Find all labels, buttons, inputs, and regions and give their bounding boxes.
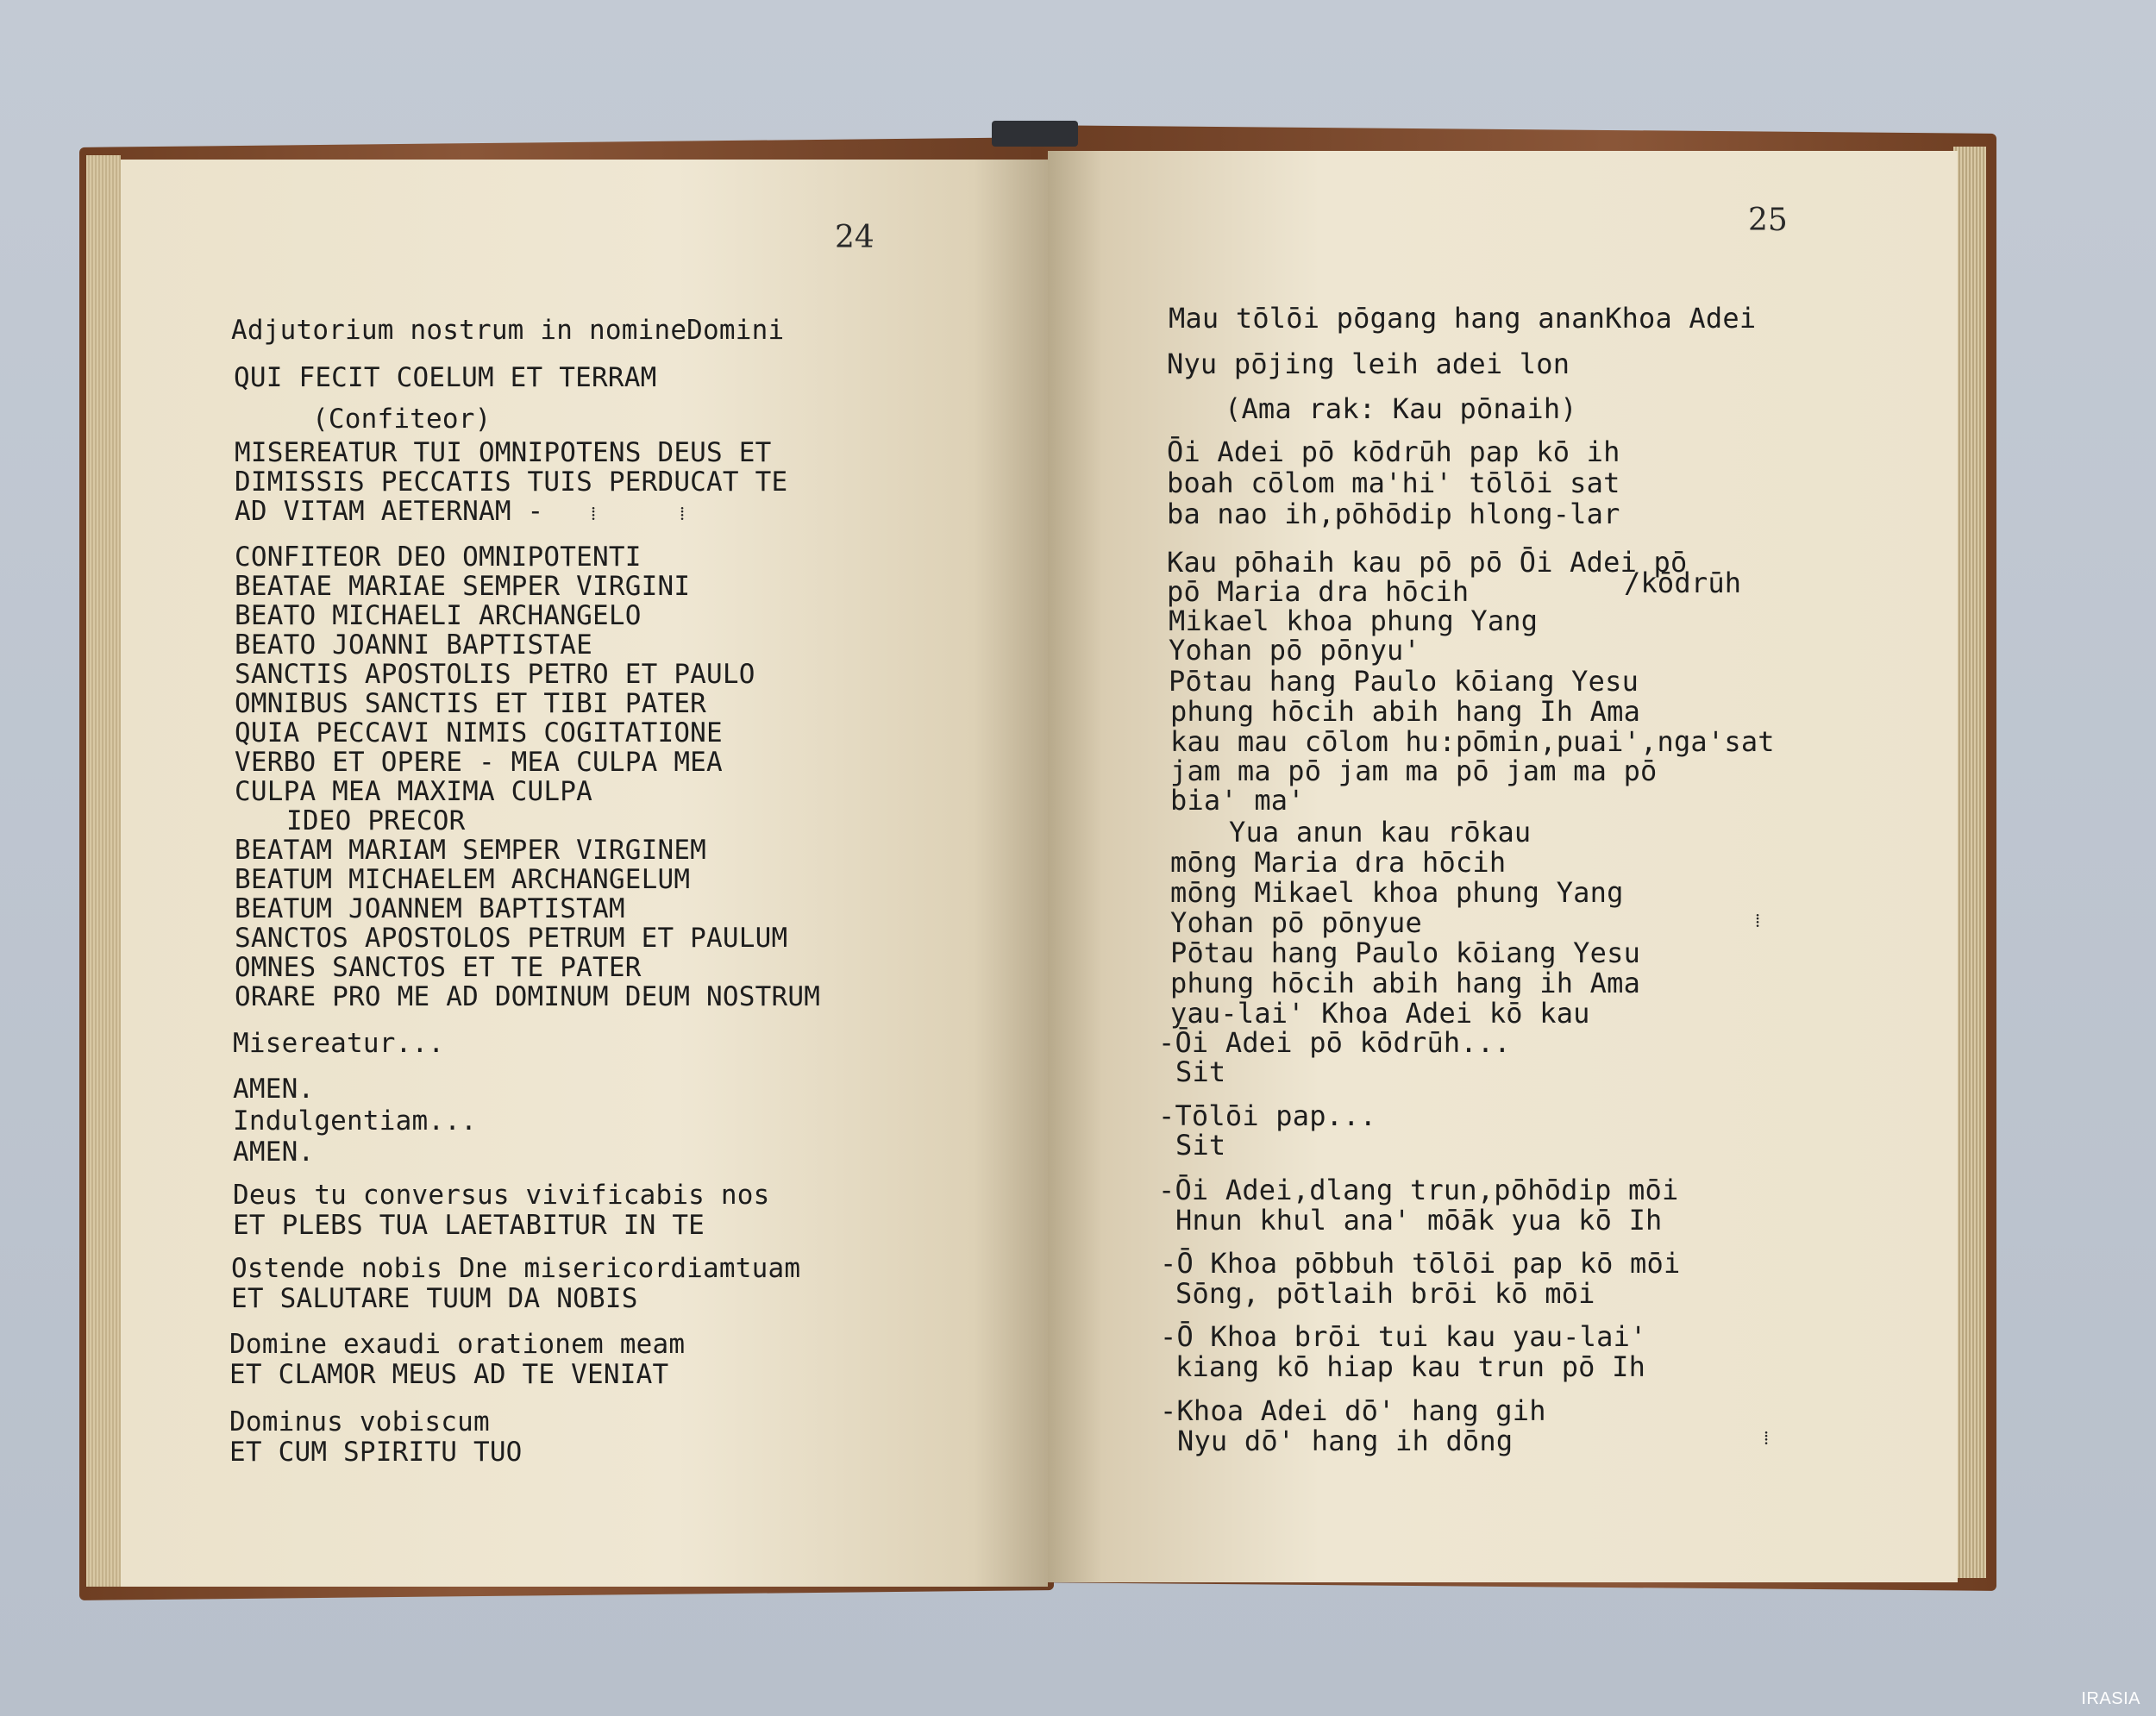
text-line: BEATUM JOANNEM BAPTISTAM [235, 893, 625, 924]
text-line: boah cōlom ma'hi' tōlōi sat [1167, 467, 1620, 499]
ink-mark: ⁞ [1764, 1428, 1770, 1450]
text-line: -Tōlōi pap... [1158, 1099, 1377, 1132]
text-line: -Ō Khoa pōbbuh tōlōi pap kō mōi [1160, 1247, 1681, 1280]
book-spine [992, 121, 1078, 147]
text-line: (Confiteor) [312, 404, 492, 435]
text-line: Ōi Adei pō kōdrūh pap kō ih [1167, 435, 1620, 468]
text-line: phung hōcih abih hang ih Ama [1170, 967, 1641, 999]
text-line: AMEN. [233, 1074, 315, 1105]
text-line: Dominus vobiscum [229, 1406, 490, 1437]
text-line: BEATO MICHAELI ARCHANGELO [235, 600, 642, 631]
text-line: ba nao ih,pōhōdip hlong-lar [1167, 498, 1620, 530]
text-line: bia' ma' [1170, 784, 1305, 817]
text-line: kau mau cōlom hu:pōmin,puai',nga'sat [1170, 725, 1775, 758]
text-line: Ostende nobis Dne misericordiamtuam [231, 1253, 801, 1284]
text-line: Nyu dō' hang ih dōng [1177, 1425, 1514, 1457]
text-line: pō Maria dra hōcih [1167, 575, 1470, 608]
text-line: VERBO ET OPERE - MEA CULPA MEA [235, 747, 723, 778]
text-line: Deus tu conversus vivificabis nos [233, 1180, 770, 1211]
text-line: OMNIBUS SANCTIS ET TIBI PATER [235, 688, 707, 719]
text-line: MISEREATUR TUI OMNIPOTENS DEUS ET [235, 437, 772, 468]
text-line: Mau tōlōi pōgang hang ananKhoa Adei [1169, 302, 1757, 335]
text-line: CONFITEOR DEO OMNIPOTENTI [235, 542, 642, 573]
text-line: Nyu pōjing leih adei lon [1167, 348, 1570, 380]
text-line: Sōng, pōtlaih brōi kō mōi [1175, 1277, 1595, 1310]
text-line: BEATUM MICHAELEM ARCHANGELUM [235, 864, 691, 895]
text-line: Kau pōhaih kau pō pō Ōi Adei pō [1167, 546, 1688, 579]
text-line: Pōtau hang Paulo kōiang Yesu [1169, 665, 1639, 698]
text-line: Sit [1175, 1055, 1226, 1088]
page-block-edge-left [86, 155, 121, 1587]
page-block-edge-right [1953, 147, 1986, 1578]
text-line: ORARE PRO ME AD DOMINUM DEUM NOSTRUM [235, 981, 821, 1012]
text-line: -Ōi Adei pō kōdrūh... [1158, 1026, 1511, 1059]
text-line: SANCTIS APOSTOLIS PETRO ET PAULO [235, 659, 755, 690]
text-line: Pōtau hang Paulo kōiang Yesu [1170, 936, 1641, 969]
text-line: BEATAE MARIAE SEMPER VIRGINI [235, 571, 691, 602]
text-line: AMEN. [233, 1137, 315, 1168]
text-line: ET CLAMOR MEUS AD TE VENIAT [229, 1359, 669, 1390]
text-line: QUI FECIT COELUM ET TERRAM [234, 362, 657, 393]
text-line: ET PLEBS TUA LAETABITUR IN TE [233, 1210, 705, 1241]
text-line: OMNES SANCTOS ET TE PATER [235, 952, 642, 983]
page-number: 24 [835, 220, 874, 255]
text-line: mōng Maria dra hōcih [1170, 846, 1507, 879]
left-page [121, 160, 1048, 1587]
text-line: mōng Mikael khoa phung Yang [1170, 876, 1624, 909]
text-line: -Ō Khoa brōi tui kau yau-lai' [1160, 1320, 1647, 1353]
text-line: -Khoa Adei dō' hang gih [1160, 1394, 1546, 1427]
text-line: AD VITAM AETERNAM - [235, 496, 544, 527]
text-line: ET SALUTARE TUUM DA NOBIS [231, 1283, 638, 1314]
text-line: Misereatur... [233, 1028, 445, 1059]
text-line: ET CUM SPIRITU TUO [229, 1437, 523, 1468]
text-line: Domine exaudi orationem meam [229, 1329, 686, 1360]
text-line: Yohan pō pōnyu' [1169, 634, 1420, 667]
text-line: Sit [1175, 1129, 1226, 1162]
text-line: QUIA PECCAVI NIMIS COGITATIONE [235, 717, 723, 748]
text-line: Yua anun kau rōkau [1229, 816, 1532, 849]
text-line: kiang kō hiap kau trun pō Ih [1175, 1350, 1646, 1383]
page-number: 25 [1748, 203, 1788, 238]
ink-mark: ⁞ [591, 504, 597, 525]
text-line: DIMISSIS PECCATIS TUIS PERDUCAT TE [235, 467, 788, 498]
text-line: phung hōcih abih hang Ih Ama [1170, 695, 1641, 728]
text-line: IDEO PRECOR [286, 805, 466, 836]
text-line: jam ma pō jam ma pō jam ma pō [1170, 755, 1658, 787]
ink-mark: ⁞ [680, 504, 686, 525]
text-line: Adjutorium nostrum in nomineDomini [231, 315, 785, 346]
text-line: Hnun khul ana' mōāk yua kō Ih [1175, 1204, 1663, 1237]
text-line: /kōdrūh [1624, 567, 1742, 599]
right-page [1048, 151, 1958, 1582]
text-line: (Ama rak: Kau pōnaih) [1225, 392, 1577, 425]
text-line: yau-lai' Khoa Adei kō kau [1170, 997, 1590, 1030]
text-line: CULPA MEA MAXIMA CULPA [235, 776, 592, 807]
text-line: BEATO JOANNI BAPTISTAE [235, 629, 592, 661]
text-line: -Ōi Adei,dlang trun,pōhōdip mōi [1158, 1174, 1679, 1206]
text-line: Yohan pō pōnyue [1170, 906, 1422, 939]
ink-mark: ⁞ [1755, 911, 1761, 932]
watermark: IRASIA [2081, 1689, 2140, 1708]
text-line: Indulgentiam... [233, 1105, 477, 1137]
text-line: SANCTOS APOSTOLOS PETRUM ET PAULUM [235, 923, 788, 954]
text-line: Mikael khoa phung Yang [1169, 604, 1539, 637]
text-line: BEATAM MARIAM SEMPER VIRGINEM [235, 835, 707, 866]
